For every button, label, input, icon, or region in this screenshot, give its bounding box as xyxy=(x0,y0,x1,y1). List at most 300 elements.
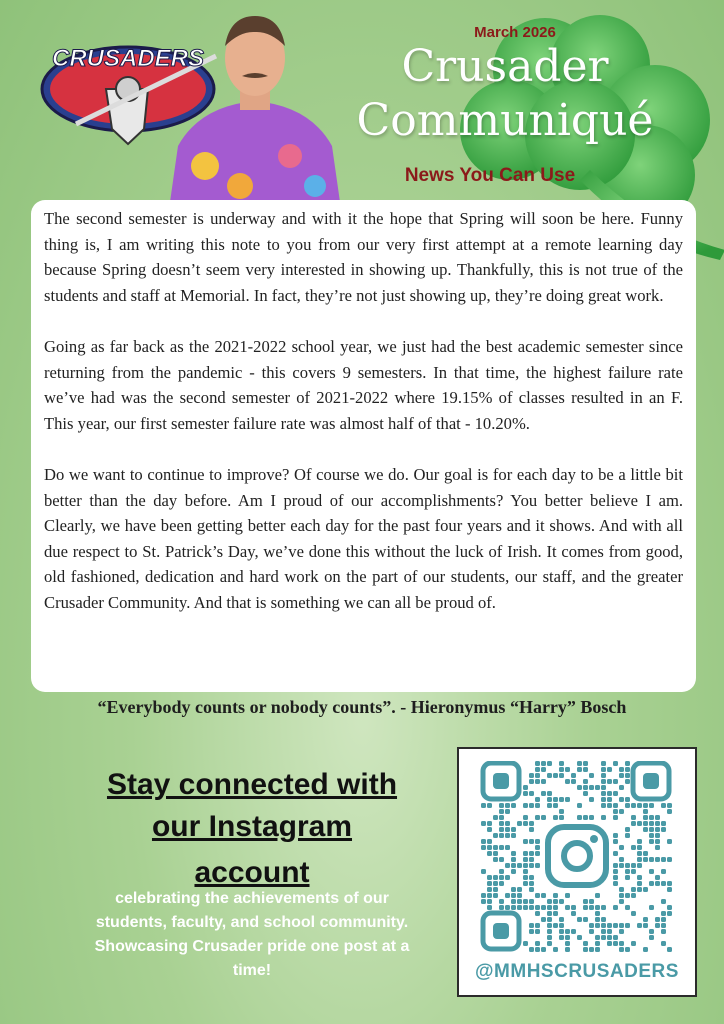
qr-module xyxy=(499,833,504,838)
qr-module xyxy=(541,917,546,922)
qr-module xyxy=(553,899,558,904)
qr-module xyxy=(607,935,612,940)
qr-module xyxy=(487,827,492,832)
qr-finder-center xyxy=(493,773,509,789)
qr-module xyxy=(541,893,546,898)
qr-module xyxy=(487,851,492,856)
qr-module xyxy=(577,761,582,766)
qr-module xyxy=(661,923,666,928)
qr-module xyxy=(487,875,492,880)
qr-module xyxy=(595,893,600,898)
qr-module xyxy=(667,839,672,844)
qr-module xyxy=(661,803,666,808)
qr-module xyxy=(607,929,612,934)
qr-module xyxy=(481,845,486,850)
qr-module xyxy=(613,791,618,796)
qr-module xyxy=(643,851,648,856)
qr-module xyxy=(619,929,624,934)
qr-module xyxy=(655,827,660,832)
qr-module xyxy=(643,809,648,814)
qr-module xyxy=(625,863,630,868)
qr-module xyxy=(559,935,564,940)
issue-date: March 2026 xyxy=(474,24,556,41)
qr-module xyxy=(511,863,516,868)
qr-module xyxy=(553,905,558,910)
qr-module xyxy=(613,875,618,880)
qr-module xyxy=(631,941,636,946)
instagram-qr-card[interactable] xyxy=(457,747,697,997)
qr-module xyxy=(559,917,564,922)
qr-module xyxy=(607,941,612,946)
qr-module xyxy=(577,935,582,940)
qr-module xyxy=(505,845,510,850)
qr-module xyxy=(601,779,606,784)
qr-module xyxy=(523,815,528,820)
qr-module xyxy=(487,821,492,826)
qr-module xyxy=(625,875,630,880)
qr-module xyxy=(547,923,552,928)
qr-module xyxy=(661,929,666,934)
qr-module xyxy=(541,779,546,784)
tagline: News You Can Use xyxy=(404,165,576,186)
qr-module xyxy=(601,767,606,772)
qr-module xyxy=(619,845,624,850)
qr-module xyxy=(625,827,630,832)
qr-module xyxy=(655,821,660,826)
qr-module xyxy=(595,911,600,916)
qr-module xyxy=(601,935,606,940)
qr-module xyxy=(589,905,594,910)
qr-module xyxy=(523,881,528,886)
qr-module xyxy=(607,923,612,928)
logo-text: CRUSADERS xyxy=(51,45,205,72)
qr-module xyxy=(607,767,612,772)
qr-module xyxy=(619,809,624,814)
qr-module xyxy=(493,875,498,880)
qr-module xyxy=(637,881,642,886)
qr-module xyxy=(661,827,666,832)
qr-module xyxy=(547,929,552,934)
qr-module xyxy=(535,911,540,916)
qr-module xyxy=(505,827,510,832)
qr-module xyxy=(535,797,540,802)
qr-module xyxy=(535,845,540,850)
qr-module xyxy=(655,839,660,844)
qr-module xyxy=(493,851,498,856)
qr-module xyxy=(523,821,528,826)
qr-module xyxy=(523,875,528,880)
qr-module xyxy=(505,803,510,808)
qr-module xyxy=(493,833,498,838)
qr-module xyxy=(637,887,642,892)
qr-module xyxy=(565,941,570,946)
qr-module xyxy=(547,899,552,904)
qr-module xyxy=(595,941,600,946)
qr-module xyxy=(613,863,618,868)
qr-module xyxy=(553,803,558,808)
qr-module xyxy=(547,935,552,940)
qr-module xyxy=(565,905,570,910)
qr-module xyxy=(649,905,654,910)
qr-module xyxy=(595,935,600,940)
qr-module xyxy=(511,893,516,898)
qr-module xyxy=(499,869,504,874)
qr-module xyxy=(601,929,606,934)
qr-module xyxy=(499,899,504,904)
qr-module xyxy=(589,923,594,928)
qr-module xyxy=(667,887,672,892)
qr-module xyxy=(499,827,504,832)
qr-module xyxy=(583,767,588,772)
qr-module xyxy=(613,779,618,784)
qr-module xyxy=(649,857,654,862)
qr-module xyxy=(571,905,576,910)
qr-module xyxy=(631,869,636,874)
qr-module xyxy=(619,947,624,952)
qr-module xyxy=(499,881,504,886)
qr-module xyxy=(541,767,546,772)
qr-module xyxy=(541,815,546,820)
qr-module xyxy=(535,923,540,928)
qr-module xyxy=(643,815,648,820)
qr-module xyxy=(601,797,606,802)
qr-module xyxy=(511,803,516,808)
qr-module xyxy=(499,803,504,808)
qr-module xyxy=(511,827,516,832)
qr-module xyxy=(529,839,534,844)
qr-module xyxy=(517,905,522,910)
qr-module xyxy=(535,773,540,778)
qr-module xyxy=(643,923,648,928)
qr-module xyxy=(505,809,510,814)
qr-module xyxy=(649,935,654,940)
qr-module xyxy=(565,893,570,898)
qr-module xyxy=(499,845,504,850)
qr-module xyxy=(547,761,552,766)
qr-module xyxy=(559,773,564,778)
qr-module xyxy=(649,833,654,838)
qr-module xyxy=(631,887,636,892)
qr-module xyxy=(667,803,672,808)
qr-module xyxy=(667,881,672,886)
qr-module xyxy=(481,893,486,898)
instagram-heading xyxy=(70,764,434,894)
qr-module xyxy=(511,905,516,910)
qr-module xyxy=(505,821,510,826)
qr-module xyxy=(517,899,522,904)
qr-module xyxy=(595,947,600,952)
qr-module xyxy=(505,905,510,910)
qr-module xyxy=(535,905,540,910)
qr-module xyxy=(559,767,564,772)
qr-module xyxy=(649,815,654,820)
qr-module xyxy=(481,803,486,808)
qr-module xyxy=(511,857,516,862)
qr-module xyxy=(625,893,630,898)
qr-module xyxy=(655,923,660,928)
qr-module xyxy=(649,881,654,886)
qr-module xyxy=(583,899,588,904)
qr-module xyxy=(529,827,534,832)
qr-module xyxy=(553,923,558,928)
qr-module xyxy=(637,857,642,862)
qr-module xyxy=(541,905,546,910)
qr-module xyxy=(601,773,606,778)
qr-module xyxy=(505,893,510,898)
qr-module xyxy=(661,869,666,874)
qr-module xyxy=(505,833,510,838)
qr-module xyxy=(571,779,576,784)
instagram-heading-line: Stay connected with xyxy=(106,768,398,801)
qr-module xyxy=(619,887,624,892)
principal-portrait xyxy=(170,6,340,202)
qr-module xyxy=(661,857,666,862)
qr-module xyxy=(613,839,618,844)
title-line-1: Crusader xyxy=(401,41,609,92)
qr-module xyxy=(499,821,504,826)
qr-module xyxy=(577,815,582,820)
qr-module xyxy=(535,863,540,868)
qr-module xyxy=(541,761,546,766)
qr-module xyxy=(643,821,648,826)
qr-module xyxy=(523,905,528,910)
qr-module xyxy=(613,881,618,886)
qr-module xyxy=(631,911,636,916)
qr-module xyxy=(529,887,534,892)
qr-module xyxy=(553,893,558,898)
qr-module xyxy=(541,791,546,796)
qr-module xyxy=(565,797,570,802)
qr-module xyxy=(535,851,540,856)
qr-module xyxy=(661,821,666,826)
qr-module xyxy=(601,905,606,910)
qr-module xyxy=(613,815,618,820)
qr-module xyxy=(487,905,492,910)
qr-finder-center xyxy=(493,923,509,939)
qr-module xyxy=(655,881,660,886)
qr-module xyxy=(577,917,582,922)
qr-module xyxy=(667,857,672,862)
qr-module xyxy=(523,869,528,874)
qr-module xyxy=(529,923,534,928)
qr-module xyxy=(511,887,516,892)
qr-module xyxy=(499,875,504,880)
qr-module xyxy=(529,899,534,904)
qr-module xyxy=(523,941,528,946)
qr-module xyxy=(505,863,510,868)
qr-module xyxy=(499,857,504,862)
qr-module xyxy=(643,947,648,952)
qr-module xyxy=(517,821,522,826)
qr-module xyxy=(493,845,498,850)
qr-module xyxy=(547,773,552,778)
qr-module xyxy=(553,797,558,802)
qr-module xyxy=(661,941,666,946)
qr-module xyxy=(649,839,654,844)
qr-module xyxy=(487,803,492,808)
qr-module xyxy=(517,863,522,868)
qr-module xyxy=(577,803,582,808)
qr-module xyxy=(481,869,486,874)
qr-module xyxy=(583,791,588,796)
qr-module xyxy=(625,773,630,778)
qr-module xyxy=(619,785,624,790)
qr-module xyxy=(637,821,642,826)
qr-module xyxy=(571,929,576,934)
qr-module xyxy=(655,857,660,862)
qr-module xyxy=(493,881,498,886)
qr-module xyxy=(583,761,588,766)
qr-module xyxy=(523,899,528,904)
qr-module xyxy=(619,941,624,946)
qr-module xyxy=(529,857,534,862)
qr-module xyxy=(655,845,660,850)
qr-module xyxy=(481,899,486,904)
qr-module xyxy=(559,899,564,904)
qr-module xyxy=(613,935,618,940)
qr-module xyxy=(493,887,498,892)
qr-module xyxy=(649,869,654,874)
qr-module xyxy=(613,833,618,838)
qr-module xyxy=(631,821,636,826)
qr-module xyxy=(619,767,624,772)
qr-module xyxy=(637,863,642,868)
principal-letter xyxy=(31,200,696,692)
instagram-heading-line: our Instagram xyxy=(151,810,353,843)
qr-module xyxy=(535,779,540,784)
qr-module xyxy=(625,905,630,910)
qr-module xyxy=(643,917,648,922)
closing-quote: “Everybody counts or nobody counts”. - Hieronymus “Harry” Bosch xyxy=(97,697,627,717)
qr-finder-center xyxy=(643,773,659,789)
qr-module xyxy=(529,875,534,880)
qr-module xyxy=(589,797,594,802)
qr-module xyxy=(601,791,606,796)
instagram-description: celebrating the achievements of our students, faculty, and school community. Showcasing Crusader pride one post at a time! xyxy=(94,890,410,979)
qr-module xyxy=(535,815,540,820)
qr-module xyxy=(637,803,642,808)
qr-module xyxy=(589,899,594,904)
qr-module xyxy=(559,815,564,820)
qr-module xyxy=(583,779,588,784)
qr-module xyxy=(613,941,618,946)
qr-module xyxy=(565,779,570,784)
instagram-icon xyxy=(548,827,606,885)
qr-module xyxy=(589,785,594,790)
qr-module xyxy=(529,779,534,784)
qr-module xyxy=(583,941,588,946)
qr-module xyxy=(511,899,516,904)
qr-module xyxy=(493,815,498,820)
qr-module xyxy=(595,917,600,922)
qr-module xyxy=(625,869,630,874)
qr-module xyxy=(583,785,588,790)
qr-module xyxy=(529,791,534,796)
qr-code[interactable] xyxy=(476,761,678,953)
qr-module xyxy=(601,761,606,766)
qr-module xyxy=(535,893,540,898)
qr-module xyxy=(535,761,540,766)
qr-module xyxy=(625,761,630,766)
qr-module xyxy=(529,881,534,886)
qr-module xyxy=(547,911,552,916)
qr-module xyxy=(637,923,642,928)
qr-module xyxy=(547,917,552,922)
qr-module xyxy=(619,893,624,898)
qr-module xyxy=(661,881,666,886)
qr-module xyxy=(607,797,612,802)
qr-module xyxy=(577,785,582,790)
qr-module xyxy=(565,935,570,940)
qr-module xyxy=(595,785,600,790)
qr-module xyxy=(649,929,654,934)
qr-module xyxy=(601,923,606,928)
qr-module xyxy=(583,905,588,910)
qr-module xyxy=(523,839,528,844)
qr-module xyxy=(517,887,522,892)
qr-module xyxy=(499,905,504,910)
newsletter-title xyxy=(330,40,680,148)
qr-module xyxy=(613,923,618,928)
qr-module xyxy=(655,917,660,922)
qr-module xyxy=(523,785,528,790)
qr-module xyxy=(523,863,528,868)
qr-module xyxy=(547,941,552,946)
qr-module xyxy=(661,911,666,916)
qr-module xyxy=(625,797,630,802)
qr-module xyxy=(589,773,594,778)
letter-paragraph: Do we want to continue to improve? Of course we do. Our goal is for each day to be a little bit better than the day before. Am I proud of our accomplishments? You better believe I am. Clearly, we have been getting better each day for the past four years and it shows. And with all due respect to St. Patrick’s Day, we’ve done this without the luck of Irish. It comes from good, old fashioned, dedication and hard work on the part of our students, our staff, and the greater Crusader Community. And that is something we can all be proud of. xyxy=(44,464,683,612)
qr-module xyxy=(511,851,516,856)
qr-module xyxy=(481,839,486,844)
qr-module xyxy=(577,767,582,772)
qr-module xyxy=(667,905,672,910)
qr-module xyxy=(649,803,654,808)
qr-module xyxy=(637,839,642,844)
qr-module xyxy=(523,791,528,796)
qr-module xyxy=(619,797,624,802)
qr-module xyxy=(481,821,486,826)
qr-module xyxy=(643,887,648,892)
qr-module xyxy=(583,815,588,820)
letter-paragraph: The second semester is underway and with it the hope that Spring will soon be here. Funny thing is, I am writing this note to you from our very first attempt at a remote learning day because Spring doesn’t seem very interested in showing up. Thankfully, this is not true of the students and staff at Memorial. In fact, they’re not just showing up, they’re doing great work. xyxy=(44,209,683,305)
qr-module xyxy=(655,833,660,838)
qr-module xyxy=(667,911,672,916)
qr-module xyxy=(487,881,492,886)
qr-module xyxy=(499,815,504,820)
qr-module xyxy=(625,833,630,838)
qr-module xyxy=(655,875,660,880)
qr-module xyxy=(607,803,612,808)
qr-module xyxy=(535,947,540,952)
qr-module xyxy=(625,803,630,808)
qr-module xyxy=(619,923,624,928)
qr-module xyxy=(529,821,534,826)
title-line-2: Communiqué xyxy=(356,95,654,146)
qr-module xyxy=(517,893,522,898)
qr-module xyxy=(607,791,612,796)
qr-module xyxy=(607,779,612,784)
qr-module xyxy=(637,845,642,850)
qr-module xyxy=(535,767,540,772)
qr-module xyxy=(631,815,636,820)
qr-module xyxy=(667,947,672,952)
instagram-handle[interactable]: @MMHSCRUSADERS xyxy=(475,961,679,982)
qr-module xyxy=(637,851,642,856)
qr-module xyxy=(529,947,534,952)
qr-module xyxy=(625,923,630,928)
qr-module xyxy=(529,863,534,868)
